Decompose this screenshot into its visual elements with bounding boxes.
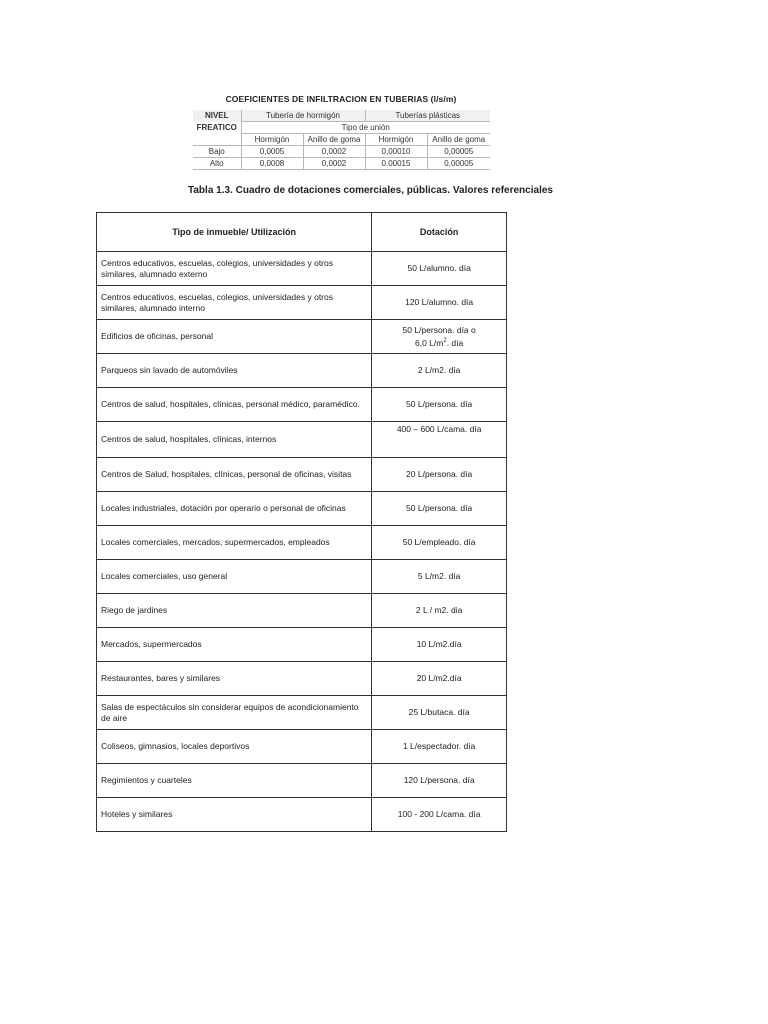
dotacion-cell (372, 320, 507, 354)
freatico-header: FREATICO (196, 123, 237, 132)
table-row (97, 422, 507, 458)
table-row (97, 594, 507, 628)
dotacion-cell: 5 L/m2. día (372, 560, 507, 594)
value-cell: 0,0002 (303, 146, 365, 158)
empty-corner-cell (193, 134, 241, 146)
dotacion-cell: 50 L/persona. día (372, 388, 507, 422)
nivel-cell: Alto (193, 158, 241, 170)
tipo-cell: Restaurantes, bares y similares (97, 662, 372, 696)
dotacion-cell: 25 L/butaca. día (372, 696, 507, 730)
value-cell: 0.00015 (365, 158, 427, 170)
table-row (97, 628, 507, 662)
tipo-cell: Centros de Salud, hospitales, clínicas, personal de oficinas, visitas (97, 458, 372, 492)
dotacion-cell: 400 – 600 L/cama. día (372, 422, 507, 458)
table-row (97, 526, 507, 560)
dotacion-cell: 1 L/espectador. día (372, 730, 507, 764)
dotacion-line: 6,0 L/m (415, 337, 444, 348)
tipo-union-header: Tipo de unión (241, 122, 490, 134)
value-cell: 0,00005 (427, 146, 490, 158)
table-header-row (97, 213, 507, 252)
dotacion-cell: 20 L/persona. día (372, 458, 507, 492)
tipo-cell: Mercados, supermercados (97, 628, 372, 662)
tipo-cell: Centros educativos, escuelas, colegios, universidades y otros similares, alumnado interno (97, 286, 372, 320)
table-row (97, 492, 507, 526)
value-cell: 0,0008 (241, 158, 303, 170)
infiltration-table-title: COEFICIENTES DE INFILTRACION EN TUBERIAS (l/s/m) (225, 94, 457, 104)
value-cell: 0,00005 (427, 158, 490, 170)
dotacion-cell: 2 L / m2. dia (372, 594, 507, 628)
dotacion-cell: 2 L/m2. día (372, 354, 507, 388)
superscript: 2 (443, 337, 447, 344)
value-cell: 0,00010 (365, 146, 427, 158)
tipo-cell: Coliseos, gimnasios, locales deportivos (97, 730, 372, 764)
group-plasticas-header: Tuberías plásticas (365, 110, 490, 122)
table-caption: Tabla 1.3. Cuadro de dotaciones comerciales, públicas. Valores referenciales (188, 185, 553, 196)
group-hormigon-header: Tubería de hormigón (241, 110, 365, 122)
dotacion-cell: 120 L/alumno. día (372, 286, 507, 320)
dotacion-line: 50 L/persona. día o (402, 324, 476, 335)
table-row (97, 458, 507, 492)
table-row (97, 286, 507, 320)
tipo-cell: Hoteles y similares (97, 798, 372, 832)
dotacion-cell: 20 L/m2.día (372, 662, 507, 696)
subheader-cell: Hormigón (365, 134, 427, 146)
tipo-cell: Centros de salud, hospitales, clínicas, internos (97, 422, 372, 458)
value-cell: 0,0005 (241, 146, 303, 158)
dotacion-line-end: . día (446, 337, 464, 348)
tipo-cell: Centros de salud, hospitales, clínicas, personal médico, paramédico. (97, 388, 372, 422)
subheader-cell: Anillo de goma (303, 134, 365, 146)
header-dotacion: Dotación (372, 213, 507, 252)
dotacion-cell: 50 L/alumno. día (372, 252, 507, 286)
tipo-cell: Salas de espectáculos sin considerar equipos de acondicionamiento de aire (97, 696, 372, 730)
table-row (97, 560, 507, 594)
dotacion-cell: 120 L/persona. día (372, 764, 507, 798)
tipo-cell: Locales comerciales, mercados, supermercados, empleados (97, 526, 372, 560)
tipo-cell: Centros educativos, escuelas, colegios, universidades y otros similares, alumnado externo (97, 252, 372, 286)
table-row (97, 764, 507, 798)
tipo-cell: Locales industriales, dotación por operario o personal de oficinas (97, 492, 372, 526)
nivel-cell: Bajo (193, 146, 241, 158)
table-row (97, 320, 507, 354)
dotacion-cell: 100 - 200 L/cama. día (372, 798, 507, 832)
tipo-cell: Edificios de oficinas, personal (97, 320, 372, 354)
value-cell: 0,0002 (303, 158, 365, 170)
infiltration-table (193, 110, 490, 170)
tipo-cell: Riego de jardines (97, 594, 372, 628)
tipo-cell: Locales comerciales, uso general (97, 560, 372, 594)
subheader-cell: Anillo de goma (427, 134, 490, 146)
subheader-cell: Hormigón (241, 134, 303, 146)
tipo-cell: Regimientos y cuarteles (97, 764, 372, 798)
dotacion-cell: 10 L/m2.día (372, 628, 507, 662)
table-row (97, 798, 507, 832)
dotaciones-table (96, 212, 507, 832)
table-row (97, 696, 507, 730)
infiltration-row (193, 146, 490, 158)
table-row (97, 730, 507, 764)
header-tipo: Tipo de inmueble/ Utilización (97, 213, 372, 252)
dotacion-cell: 50 L/persona. día (372, 492, 507, 526)
table-row (97, 662, 507, 696)
table-row (97, 354, 507, 388)
infiltration-row (193, 158, 490, 170)
table-row (97, 252, 507, 286)
nivel-header: NIVEL (193, 110, 241, 122)
dotacion-cell: 50 L/empleado. día (372, 526, 507, 560)
tipo-cell: Parqueos sin lavado de automóviles (97, 354, 372, 388)
table-row (97, 388, 507, 422)
